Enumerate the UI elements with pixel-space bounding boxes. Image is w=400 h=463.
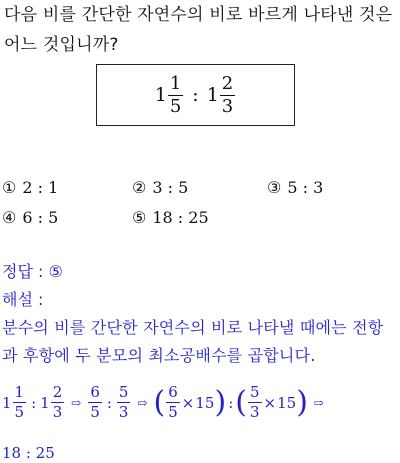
explanation-text: 분수의 비를 간단한 자연수의 비로 나타낼 때에는 전항과 후항에 두 분모의 최소공배수를 곱합니다.: [2, 318, 384, 365]
arrow-icon: ⇨: [137, 395, 148, 410]
arrow-icon: ⇨: [313, 395, 324, 410]
arrow-icon: ⇨: [71, 395, 82, 410]
calc-colon: :: [106, 393, 112, 412]
choice-value: 18 : 25: [152, 207, 209, 227]
calc-denominator: 5: [90, 403, 100, 421]
question-text: 다음 비를 간단한 자연수의 비로 바르게 나타낸 것은 어느 것입니까?: [4, 5, 393, 55]
calc-whole: 1: [40, 393, 50, 412]
calc-denominator: 5: [168, 403, 178, 421]
open-paren: (: [153, 384, 166, 420]
choice-marker: ⑤: [132, 207, 147, 227]
explanation-label: 해설 :: [2, 290, 44, 309]
choice-2[interactable]: [132, 178, 267, 197]
calc-numerator: 5: [118, 383, 129, 401]
ratio-right-fraction: [220, 72, 235, 117]
calc-fraction: [166, 385, 180, 420]
ratio-right-numerator: 2: [221, 72, 234, 94]
calc-numerator: 2: [52, 383, 63, 401]
choice-value: 3 : 5: [152, 177, 189, 197]
choice-1[interactable]: [2, 178, 132, 197]
ratio-colon: :: [192, 84, 199, 106]
ratio-left-fraction: [168, 72, 183, 117]
open-paren: (: [235, 384, 247, 420]
choices-row-1: [2, 172, 398, 202]
calc-colon: :: [228, 393, 234, 412]
calc-fraction: [248, 385, 262, 420]
choices-row-2: [2, 202, 398, 232]
choice-4[interactable]: [2, 208, 132, 227]
calc-numerator: 6: [168, 383, 178, 401]
calc-numerator: 6: [90, 383, 100, 401]
final-result: 18 : 25: [2, 444, 55, 462]
ratio-right-whole: 1: [206, 84, 219, 106]
calc-fraction: [88, 385, 102, 420]
calc-colon: :: [31, 393, 37, 412]
calc-denominator: 3: [249, 403, 260, 421]
answer-label: 정답 : ⑤: [2, 262, 63, 281]
ratio-left-numerator: 1: [169, 72, 182, 94]
calc-whole: 1: [2, 393, 12, 412]
ratio-left-denominator: 5: [169, 95, 182, 117]
ratio-left-whole: 1: [154, 84, 167, 106]
calc-denominator: 3: [118, 403, 129, 421]
choice-value: 5 : 3: [287, 177, 324, 197]
choice-value: 6 : 5: [22, 207, 59, 227]
times-sign: ×: [263, 393, 277, 412]
choices-list: [2, 172, 398, 232]
choice-marker: ①: [2, 177, 17, 197]
choice-marker: ②: [132, 177, 147, 197]
calc-denominator: 5: [14, 403, 25, 421]
choice-3[interactable]: [267, 178, 323, 197]
calc-denominator: 3: [52, 403, 63, 421]
choice-marker: ③: [267, 177, 282, 197]
calc-multiplier: 15: [277, 393, 297, 412]
choice-5[interactable]: [132, 208, 267, 227]
choice-marker: ④: [2, 207, 17, 227]
calc-fraction: [51, 385, 65, 420]
calc-numerator: 1: [14, 383, 25, 401]
calculation-line: [2, 385, 398, 420]
calc-multiplier: 15: [195, 393, 215, 412]
answer-section: [2, 258, 398, 370]
calc-fraction: [117, 385, 131, 420]
times-sign: ×: [181, 393, 195, 412]
choice-value: 2 : 1: [22, 177, 59, 197]
calc-numerator: 5: [249, 383, 260, 401]
calc-fraction: [13, 385, 27, 420]
ratio-box: [96, 64, 295, 126]
close-paren: ): [214, 384, 227, 420]
close-paren: ): [296, 384, 308, 420]
ratio-right-denominator: 3: [221, 95, 234, 117]
